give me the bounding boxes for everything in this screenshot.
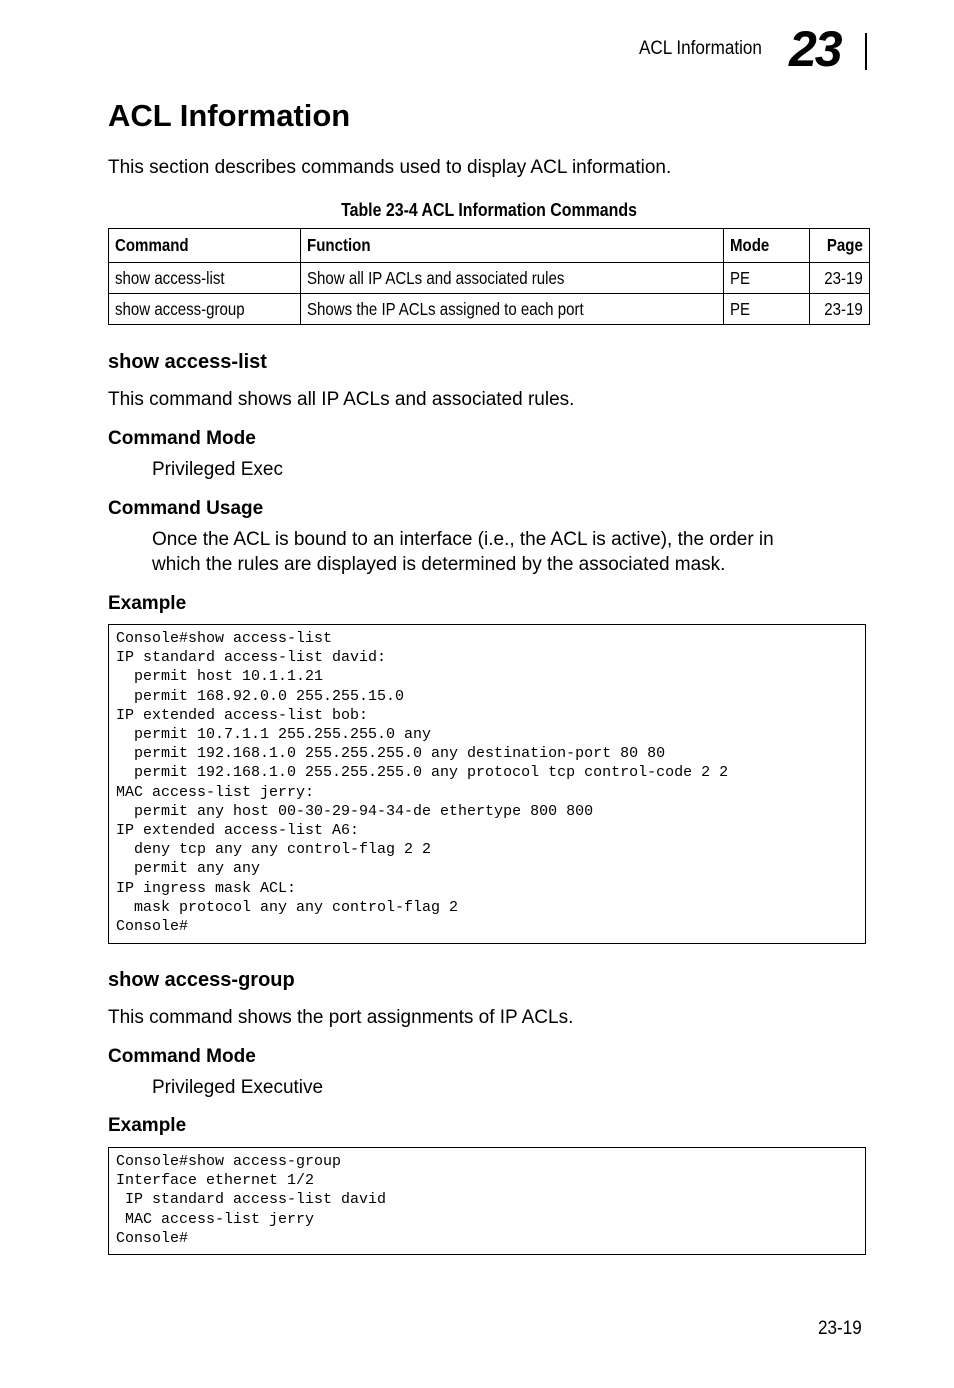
acl-commands-table xyxy=(108,228,870,325)
command-mode-value: Privileged Exec xyxy=(152,459,283,480)
cell-function: Shows the IP ACLs assigned to each port xyxy=(300,294,723,325)
heading-show-access-group: show access-group xyxy=(108,969,295,991)
show-access-group-description: This command shows the port assignments of IP ACLs. xyxy=(108,1007,574,1028)
page-number: 23-19 xyxy=(818,1318,862,1339)
cell-page: 23-19 xyxy=(810,263,870,294)
intro-text: This section describes commands used to display ACL information. xyxy=(108,157,672,178)
table-row xyxy=(109,263,870,294)
table-row xyxy=(109,294,870,325)
running-header-title: ACL Information xyxy=(639,38,762,59)
cell-function: Show all IP ACLs and associated rules xyxy=(300,263,723,294)
code-example-access-group: Console#show access-group Interface ethernet 1/2 IP standard access-list david MAC access-list jerry Console# xyxy=(108,1147,866,1255)
code-example-access-list: Console#show access-list IP standard access-list david: permit host 10.1.1.21 permit 168.92.0.0 255.255.15.0 IP extended access-list bob: permit 10.7.1.1 255.255.255.0 any permit 192.168.1.0 255.255.255.0 any destination-port 80 80 permit 192.168.1.0 255.255.255.0 any protocol tcp control-code 2 2 MAC access-list jerry: permit any host 00-30-29-94-34-de ethertype 800 800 IP extended access-list A6: deny tcp any any control-flag 2 2 permit any any IP ingress mask ACL: mask protocol any any control-flag 2 Console# xyxy=(108,624,866,944)
command-mode-heading: Command Mode xyxy=(108,1046,256,1067)
chapter-number: 23 xyxy=(789,21,841,77)
header-function: Function xyxy=(300,229,723,263)
example-heading: Example xyxy=(108,1115,187,1136)
page-title: ACL Information xyxy=(108,98,351,133)
example-heading: Example xyxy=(108,593,187,614)
show-access-list-description: This command shows all IP ACLs and associated rules. xyxy=(108,389,575,410)
cell-command: show access-list xyxy=(109,263,301,294)
header-command: Command xyxy=(109,229,301,263)
cell-command: show access-group xyxy=(109,294,301,325)
header-page: Page xyxy=(810,229,870,263)
header-mode: Mode xyxy=(724,229,810,263)
chapter-divider xyxy=(865,33,867,70)
table-header-row xyxy=(109,229,870,263)
command-usage-line-1: Once the ACL is bound to an interface (i.e., the ACL is active), the order in xyxy=(152,529,774,550)
command-usage-heading: Command Usage xyxy=(108,498,264,519)
command-mode-heading: Command Mode xyxy=(108,428,256,449)
table-caption: Table 23-4 ACL Information Commands xyxy=(341,199,637,220)
cell-page: 23-19 xyxy=(810,294,870,325)
cell-mode: PE xyxy=(724,263,810,294)
cell-mode: PE xyxy=(724,294,810,325)
heading-show-access-list: show access-list xyxy=(108,351,267,373)
command-mode-value: Privileged Executive xyxy=(152,1077,324,1098)
command-usage-line-2: which the rules are displayed is determined by the associated mask. xyxy=(152,554,726,575)
